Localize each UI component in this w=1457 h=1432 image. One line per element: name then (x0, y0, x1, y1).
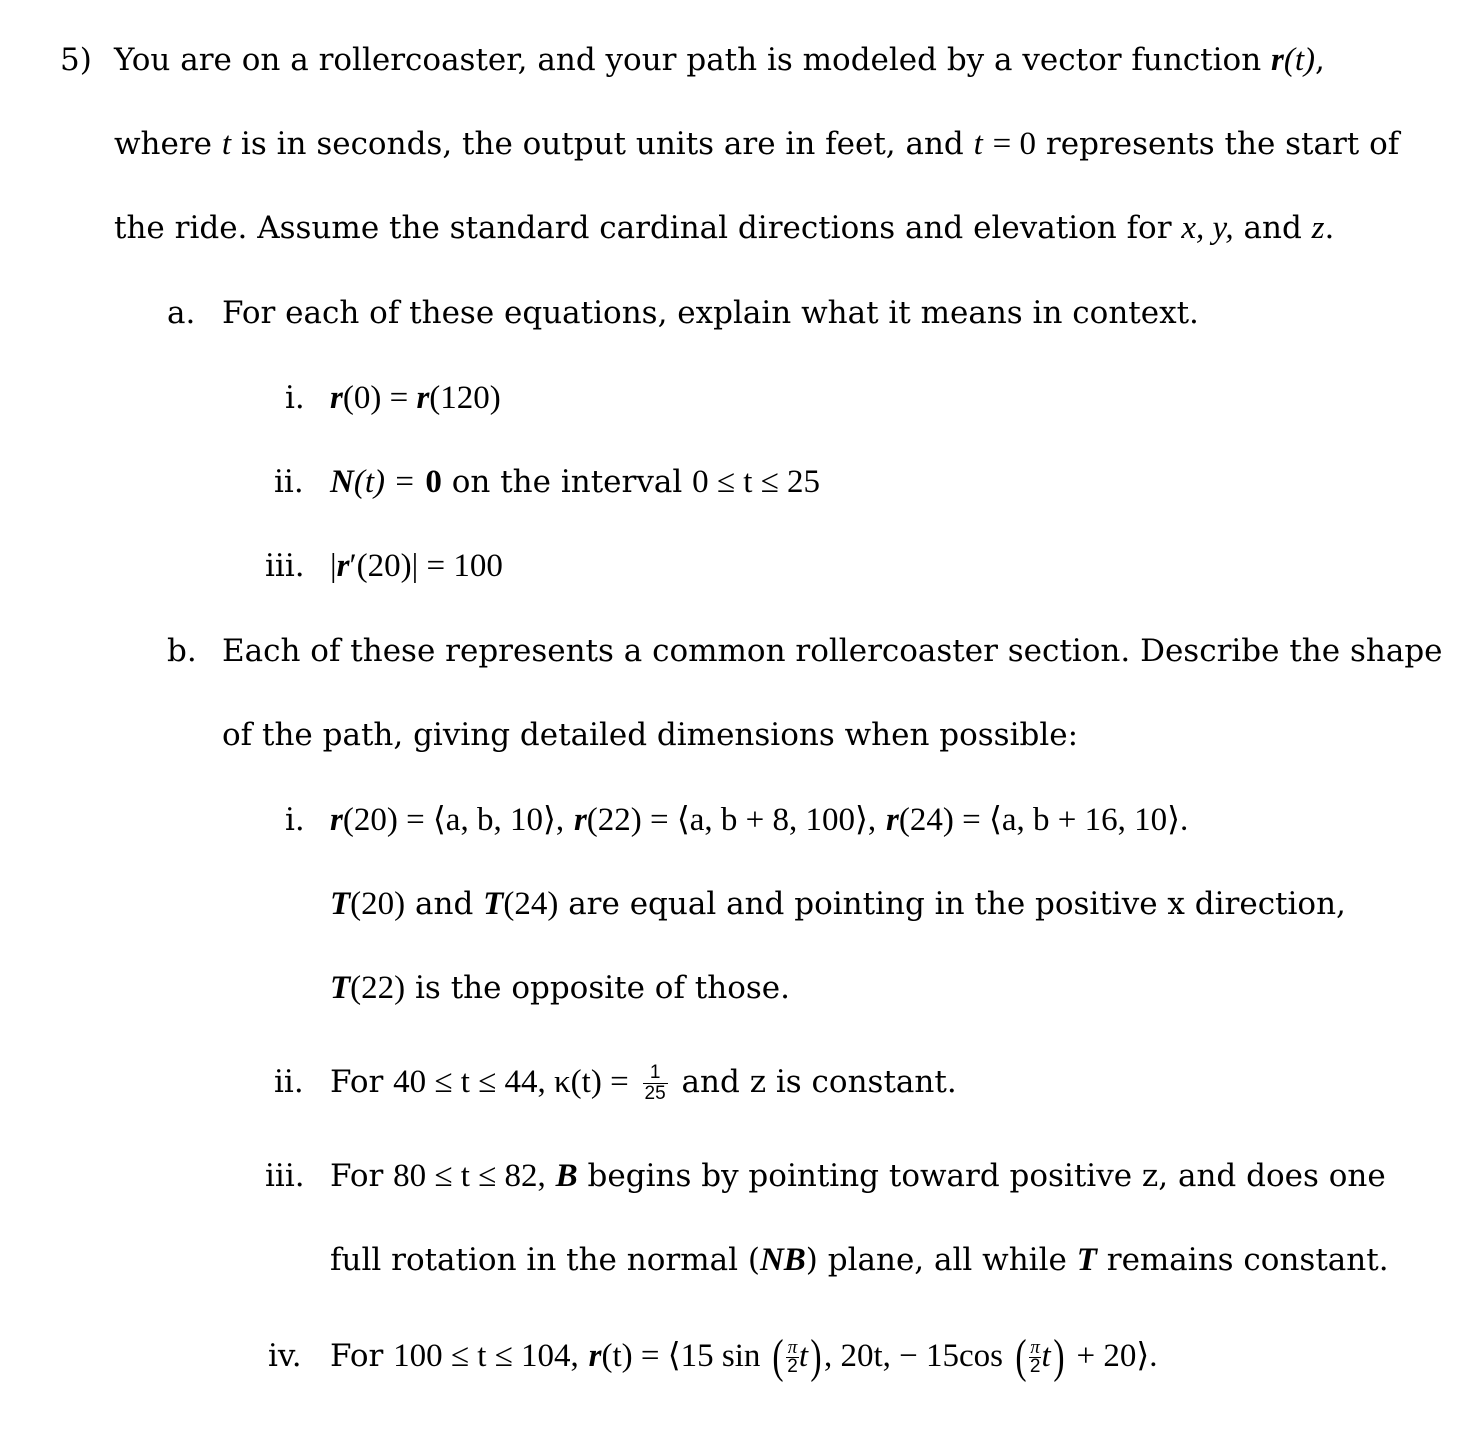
line2-rest: are equal and pointing in the positive x direction, (568, 886, 1346, 922)
part-a-item-i-label: i. (285, 380, 305, 416)
intro-text-2b: is in seconds, the output units are in feet, and (240, 126, 964, 162)
pi-numerator: π (1030, 1337, 1040, 1358)
for-word: For (330, 1158, 384, 1194)
part-b-item-i-line-3: T(22) is the opposite of those. (330, 970, 790, 1006)
intro-text-3a: the ride. Assume the standard cardinal directions and elevation for (114, 210, 1172, 246)
part-b-item-iii-line-2 (330, 1240, 1389, 1280)
interval-text: on the interval (451, 464, 683, 500)
part-b-item-iv-line (330, 1330, 1158, 1383)
equals-zero: = 0 (992, 126, 1037, 162)
line3-rest: is the opposite of those. (415, 970, 790, 1006)
part-b-item-iii-label: iii. (265, 1158, 305, 1194)
part-b-item-ii-line (330, 1062, 957, 1104)
helix-eq-end: + 20⟩. (1076, 1338, 1158, 1374)
part-b-item-i-label: i. (285, 802, 305, 838)
helix-eq-start: (t) = ⟨15 sin (601, 1338, 761, 1374)
r-arg: (t) (1283, 42, 1316, 78)
part-b-item-iii-line-1 (330, 1156, 1386, 1196)
part-a-item-iii-label: iii. (265, 548, 305, 584)
intro-text-1: You are on a rollercoaster, and your path is modeled by a vector function (114, 42, 1262, 78)
for-word: For (330, 1064, 384, 1100)
binormal-text: begins by pointing toward positive z, and does one (587, 1158, 1386, 1194)
T20: (20) (350, 886, 406, 922)
eq-r20: (20) = ⟨a, b, 10⟩, (342, 802, 565, 838)
T24: (24) (503, 886, 559, 922)
intro-line-1 (114, 40, 1325, 80)
intro-text-3b: and (1243, 210, 1302, 246)
N-arg: (t) = (353, 464, 416, 500)
part-b-item-iv-label: iv. (268, 1338, 302, 1374)
intro-line-3 (114, 208, 1334, 248)
two-denominator: 2 (1029, 1356, 1041, 1377)
vector-B: B (555, 1158, 578, 1194)
part-a-item-ii-label: ii. (274, 464, 304, 500)
two-denominator: 2 (787, 1356, 798, 1377)
pi-over-2 (786, 1339, 799, 1376)
and-word: and (415, 886, 474, 922)
var-z: z (1311, 210, 1325, 246)
interval-expr: 0 ≤ t ≤ 25 (692, 464, 821, 500)
fraction-denominator: 25 (644, 1083, 666, 1104)
pi-over-2 (1029, 1339, 1042, 1376)
part-a-prompt: For each of these equations, explain what it means in context. (222, 295, 1199, 331)
vector-r: r (1271, 42, 1284, 78)
right-paren: ) (1053, 1330, 1065, 1383)
part-a-item-iii-expr: |r′(20)| = 100 (330, 548, 503, 584)
left-paren: ( (1015, 1330, 1027, 1383)
helix-eq-mid: , 20t, − 15cos (824, 1338, 1004, 1374)
right-paren: ) (810, 1330, 822, 1383)
fraction-1-25 (643, 1063, 668, 1104)
intro-text-2a: where (114, 126, 213, 162)
var-t: t (973, 126, 983, 162)
normal-plane-text: full rotation in the normal ( (330, 1242, 760, 1278)
part-b-item-ii-label: ii. (274, 1064, 304, 1100)
part-b-label: b. (167, 633, 197, 669)
var-t: t (221, 126, 232, 162)
constant-z-text: and z is constant. (681, 1064, 957, 1100)
problem-number: 5) (60, 42, 92, 78)
pi-numerator: π (787, 1337, 798, 1358)
vector-r: r (588, 1338, 602, 1374)
var-t: t (798, 1338, 809, 1374)
eq-r24: (24) = ⟨a, b + 16, 10⟩. (898, 802, 1189, 838)
left-paren: ( (772, 1330, 784, 1383)
part-a-label: a. (167, 295, 196, 331)
intro-period: . (1324, 210, 1335, 246)
vector-NB: NB (759, 1242, 806, 1278)
vars-xy: x, y, (1181, 210, 1234, 246)
vector-T: T (1076, 1242, 1097, 1278)
part-b-item-i-line-1: r(20) = ⟨a, b, 10⟩, r(22) = ⟨a, b + 8, 100⟩, r(24) = ⟨a, b + 16, 10⟩. (330, 802, 1189, 838)
vector-N: N (330, 464, 354, 500)
zero-vector: 0 (425, 464, 442, 500)
part-b-prompt-1: Each of these represents a common rollercoaster section. Describe the shape (222, 633, 1443, 669)
intro-text-2c: represents the start of (1045, 126, 1400, 162)
intro-comma: , (1315, 42, 1325, 78)
var-t: t (1041, 1338, 1051, 1374)
intro-line-2 (114, 124, 1399, 164)
part-b-prompt-2: of the path, giving detailed dimensions when possible: (222, 717, 1079, 753)
helix-interval: 100 ≤ t ≤ 104, (393, 1338, 579, 1374)
part-a-item-i-expr: r(0) = r(120) (330, 380, 501, 416)
for-word: For (330, 1338, 384, 1374)
binormal-interval: 80 ≤ t ≤ 82, (393, 1158, 546, 1194)
fraction-numerator: 1 (643, 1063, 668, 1084)
part-a-item-ii-expr (330, 462, 820, 502)
curvature-interval: 40 ≤ t ≤ 44, κ(t) = (393, 1064, 629, 1100)
eq-r22: (22) = ⟨a, b + 8, 100⟩, (586, 802, 877, 838)
plane-text: ) plane, all while (805, 1242, 1067, 1278)
T22: (22) (350, 970, 406, 1006)
part-b-item-i-line-2: T(20) and T(24) are equal and pointing in the positive x direction, (330, 886, 1346, 922)
remains-constant-text: remains constant. (1106, 1242, 1389, 1278)
